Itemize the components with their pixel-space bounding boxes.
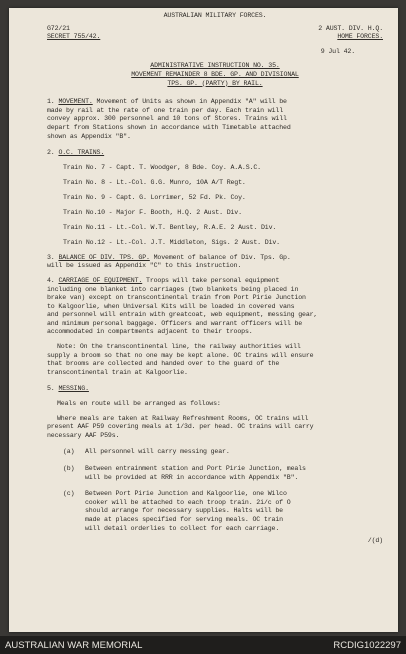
document-heading: AUSTRALIAN MILITARY FORCES. [163, 12, 267, 19]
section-heading: MESSING. [58, 385, 89, 393]
train-entry: Train No. 9 - Capt. G. Lorrimer, 52 Fd. Pk. Coy. [63, 193, 246, 201]
section-heading: O.C. TRAINS. [58, 149, 105, 157]
section-text: to Kalgoorlie, when Universal Kits will be loaded in covered vans [47, 302, 295, 310]
section-text: Where meals are taken at Railway Refreshment Rooms, OC trains will [57, 414, 309, 422]
section-text: Troops will take personal equipment [146, 276, 280, 284]
section-carriage [47, 277, 383, 378]
footer-source: AUSTRALIAN WAR MEMORIAL [5, 639, 143, 651]
document-date: 9 Jul 42. [320, 47, 355, 55]
note-text: transcontinental train at Kalgoorlie. [47, 368, 188, 376]
list-item-text: cooker will be attached to each troop train. 2i/c of O [85, 498, 291, 506]
list-item-text: Between entrainment station and Port Pirie Junction, meals [85, 465, 306, 472]
list-item-text: will detail orderlies to collect for each carriage. [85, 524, 280, 532]
section-oc-trains [47, 149, 383, 254]
continuation-mark: /(d) [367, 537, 383, 545]
reference-row-2 [47, 33, 383, 42]
section-text: Movement of Units as shown in Appendix "A" will be [96, 98, 287, 106]
note-text: Note: On the transcontinental line, the railway authorities will [57, 343, 301, 351]
section-heading: CARRIAGE OF EQUIPMENT. [58, 276, 143, 284]
train-entry: Train No.11 - Lt.-Col. W.T. Bentley, R.A.E. 2 Aust. Div. [63, 223, 277, 231]
section-text: present AAF P59 covering meals at 1/3d. per head. OC trains will carry [47, 423, 314, 431]
list-item [47, 465, 383, 482]
reference-code: G72/21 [47, 24, 70, 32]
section-number: 1. [47, 98, 55, 106]
reference-secret: SECRET 755/42. [47, 33, 101, 41]
list-item-text: Between Port Pirie Junction and Kalgoorlie, one Wilco [85, 490, 287, 498]
section-number: 5. [47, 385, 55, 393]
note-text: supply a broom so that no one may be kept alone. OC trains will ensure [47, 351, 314, 359]
list-item-label: (b) [63, 465, 75, 472]
section-number: 4. [47, 276, 55, 284]
train-entry: Train No.10 - Major F. Booth, H.Q. 2 Aust. Div. [63, 208, 242, 216]
section-balance [47, 254, 383, 271]
section-text: Movement of balance of Div. Tps. Gp. [153, 253, 291, 261]
section-number: 3. [47, 253, 55, 261]
section-text: made by rail at the rate of one train per day. Each train will [47, 106, 284, 114]
list-item-text: made at places specified for serving meals. OC train [85, 515, 283, 523]
train-entry: Train No. 7 - Capt. T. Woodger, 8 Bde. Coy. A.A.S.C. [63, 163, 261, 171]
section-number: 2. [47, 149, 55, 157]
section-text: Meals en route will be arranged as follows: [57, 400, 221, 408]
footer-record-id: RCDIG1022297 [333, 639, 401, 651]
section-movement [47, 98, 383, 141]
train-entry: Train No.12 - Lt.-Col. J.T. Middleton, Sigs. 2 Aust. Div. [63, 238, 280, 246]
list-item-label: (c) [63, 490, 75, 498]
list-item [47, 490, 383, 533]
section-text: and personnel will entrain with greatcoat, web equipment, messing gear, [47, 311, 318, 319]
list-item-text: All personnel will carry messing gear. [85, 448, 230, 456]
section-text: necessary AAF P59s. [47, 431, 120, 439]
list-item-label: (a) [63, 448, 75, 456]
document-body [47, 12, 383, 546]
reference-row-1 [47, 25, 383, 34]
section-text: shown as Appendix "B". [47, 132, 131, 140]
section-text: accommodated in compartments adjacent to their troops. [47, 328, 253, 336]
section-heading: BALANCE OF DIV. TPS. GP. [58, 253, 150, 261]
section-text: and minimum personal baggage. Officers and warrant officers will be [47, 319, 303, 327]
from-line-1: 2 AUST. DIV. H.Q. [318, 24, 383, 32]
train-entry: Train No. 8 - Lt.-Col. G.G. Munro, 10A A/T Regt. [63, 178, 246, 186]
from-line-2: HOME FORCES. [337, 33, 383, 41]
section-text: will be issued as Appendix "C" to this instruction. [47, 262, 242, 270]
note-text: that brooms are collected and handed over to the guard of the [47, 360, 280, 368]
archive-footer [0, 636, 406, 654]
list-item [47, 448, 383, 457]
section-text: brake van) except on transcontinental train from Port Pirie Junction [47, 294, 306, 302]
list-item-text: should arrange for necessary supplies. Halts will be [85, 507, 283, 515]
section-messing [47, 385, 383, 545]
section-text: including one blanket into carriages (two blankets being placed in [47, 285, 299, 293]
document-title-2: MOVEMENT REMAINDER 8 BDE. GP. AND DIVISIONAL [131, 70, 299, 78]
section-text: depart from Stations shown in accordance with Timetable attached [47, 123, 291, 131]
document-title-3: TPS. GP. (PARTY) BY RAIL. [167, 79, 263, 87]
document-title-1: ADMINISTRATIVE INSTRUCTION NO. 35. [150, 62, 280, 70]
section-text: convey approx. 300 personnel and 10 tons of Stores. Trains will [47, 115, 287, 123]
section-heading: MOVEMENT. [58, 98, 93, 106]
list-item-text: will be provided at RRR in accordance with Appendix "B". [85, 473, 299, 481]
